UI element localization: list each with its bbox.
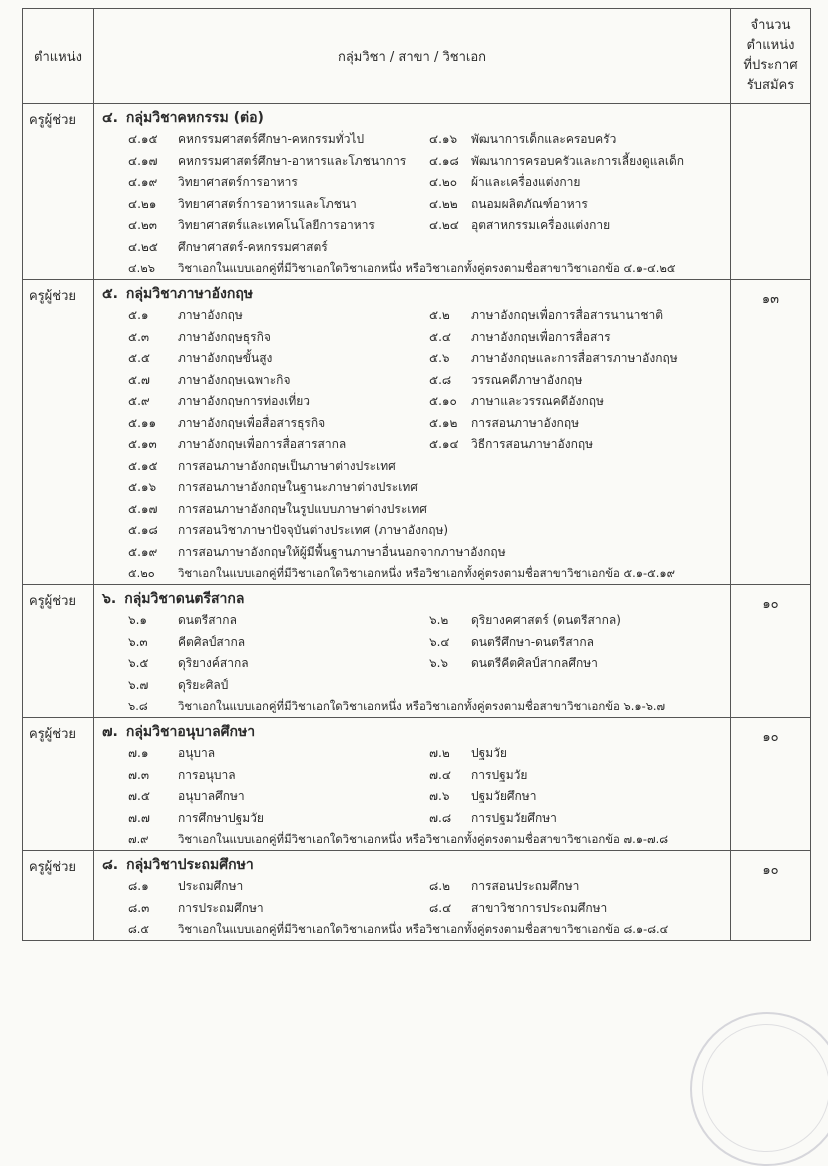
- subject-row: [94, 129, 730, 151]
- subject-number: ๕.๘: [429, 372, 452, 387]
- subject-item: [128, 499, 427, 521]
- subject-name: ปฐมวัย: [471, 746, 507, 760]
- subject-name: การสอนภาษาอังกฤษในฐานะภาษาต่างประเทศ: [178, 480, 418, 494]
- note-text: วิชาเอกในแบบเอกคู่ที่มีวิชาเอกใดวิชาเอกหนึ่ง หรือวิชาเอกทั้งคู่ตรงตามชื่อสาขาวิชาเอกข้อ ๖.๑-๖.๗: [178, 699, 666, 713]
- group-number: ๕.: [102, 286, 118, 302]
- position-cell: ครูผู้ช่วย: [23, 280, 94, 585]
- subject-number: ๗.๗: [128, 810, 150, 825]
- subject-number: ๖.๖: [429, 656, 449, 670]
- subject-number: ๔.๑๗: [128, 153, 158, 168]
- subject-item: [429, 215, 610, 237]
- group-number: ๗.: [102, 724, 118, 740]
- subject-number: ๔.๑๙: [128, 175, 158, 189]
- subject-item: [429, 808, 557, 830]
- subject-item: [429, 610, 621, 632]
- subject-name: ประถมศึกษา: [178, 879, 244, 893]
- subject-item: [429, 327, 611, 349]
- subject-item: [429, 151, 684, 173]
- subject-number: ๔.๒๕: [128, 239, 158, 254]
- count-cell: ๑๓: [731, 280, 811, 585]
- subject-name: คหกรรมศาสตร์ศึกษา-อาหารและโภชนาการ: [178, 153, 407, 168]
- subject-row: [94, 456, 730, 478]
- subject-number: ๕.๑๓: [128, 437, 157, 451]
- subject-number: ๘.๔: [429, 900, 452, 915]
- subject-item: [429, 434, 593, 456]
- subject-number: ๕.๕: [128, 351, 150, 365]
- subject-item: [429, 391, 604, 413]
- subject-name: ดุริยะศิลป์: [178, 677, 229, 692]
- subject-row: [94, 632, 730, 654]
- subject-name: ภาษาอังกฤษเพื่อการสื่อสารนานาชาติ: [471, 308, 664, 322]
- note-text: วิชาเอกในแบบเอกคู่ที่มีวิชาเอกใดวิชาเอกหนึ่ง หรือวิชาเอกทั้งคู่ตรงตามชื่อสาขาวิชาเอกข้อ ๘.๑-๘.๔: [178, 922, 669, 936]
- subject-row: [94, 348, 730, 370]
- subject-name: ดนตรีสากล: [178, 613, 237, 627]
- subject-name: วรรณคดีภาษาอังกฤษ: [471, 372, 583, 387]
- subject-name: ภาษาอังกฤษเพื่อการสื่อสาร: [471, 329, 611, 344]
- header-count: [731, 9, 811, 104]
- subject-name: คหกรรมศาสตร์ศึกษา-คหกรรมทั่วไป: [178, 132, 365, 146]
- subject-item: [128, 327, 271, 349]
- subject-item: [128, 786, 245, 808]
- subject-item: [128, 391, 310, 413]
- subject-item: [128, 129, 364, 151]
- subject-row: [94, 786, 730, 808]
- subject-number: ๔.๒๒: [429, 196, 458, 211]
- subject-item: [128, 413, 325, 435]
- position-cell: ครูผู้ช่วย: [23, 585, 94, 718]
- subject-item: [128, 237, 328, 259]
- subject-item: [429, 370, 582, 392]
- positions-table: [22, 8, 811, 941]
- subject-number: ๗.๔: [429, 767, 451, 782]
- note-text: วิชาเอกในแบบเอกคู่ที่มีวิชาเอกใดวิชาเอกหนึ่ง หรือวิชาเอกทั้งคู่ตรงตามชื่อสาขาวิชาเอกข้อ ๗.๑-๗.๘: [178, 832, 669, 846]
- subject-item: [128, 520, 448, 542]
- subject-row: [94, 542, 730, 564]
- subject-number: ๖.๔: [429, 634, 450, 649]
- subject-row: [94, 434, 730, 456]
- group-number: ๔.: [102, 110, 118, 126]
- subject-name: สาขาวิชาการประถมศึกษา: [471, 900, 608, 915]
- subject-item: [429, 743, 507, 765]
- subject-row: [94, 765, 730, 787]
- subject-name: ศึกษาศาสตร์-คหกรรมศาสตร์: [178, 239, 328, 254]
- subject-name: พัฒนาการเด็กและครอบครัว: [471, 132, 617, 146]
- subject-number: ๖.๒: [429, 613, 449, 627]
- count-cell: ๑๐: [731, 585, 811, 718]
- subject-row: [94, 808, 730, 830]
- subject-name: ผ้าและเครื่องแต่งกาย: [471, 175, 581, 189]
- group-number: ๖.: [102, 591, 117, 607]
- subject-number: ๕.๔: [429, 329, 451, 344]
- subject-number: ๖.๓: [128, 634, 148, 649]
- subject-name: การสอนภาษาอังกฤษ: [471, 415, 579, 430]
- subject-number: ๘.๓: [128, 900, 150, 915]
- subject-item: [128, 305, 243, 327]
- header-count-line: รับสมัคร: [746, 78, 795, 93]
- note-text: วิชาเอกในแบบเอกคู่ที่มีวิชาเอกใดวิชาเอกหนึ่ง หรือวิชาเอกทั้งคู่ตรงตามชื่อสาขาวิชาเอกข้อ ๔.๑-๔.๒๕: [178, 261, 676, 275]
- subject-item: [128, 898, 264, 920]
- count-cell: ๑๐: [731, 851, 811, 941]
- subject-row: [94, 172, 730, 194]
- subject-name: วิทยาศาสตร์และเทคโนโลยีการอาหาร: [178, 218, 375, 232]
- subject-name: การศึกษาปฐมวัย: [178, 810, 264, 825]
- subject-number: ๕.๑๐: [429, 394, 457, 408]
- subject-number: ๕.๒๐: [128, 566, 155, 580]
- subject-number: ๕.๖: [429, 351, 450, 365]
- subject-item: [429, 305, 663, 327]
- subject-item: [429, 653, 598, 675]
- subject-number: ๕.๙: [128, 394, 150, 408]
- subject-item: [128, 370, 290, 392]
- subject-item: [128, 194, 357, 216]
- subject-row: [94, 610, 730, 632]
- subject-name: คีตศิลป์สากล: [178, 634, 246, 649]
- subject-number: ๗.๓: [128, 767, 150, 782]
- subject-item: [128, 542, 506, 564]
- subject-item: [128, 808, 264, 830]
- subject-name: ถนอมผลิตภัณฑ์อาหาร: [471, 196, 588, 211]
- subject-item: [128, 348, 272, 370]
- group-heading: [94, 718, 730, 743]
- subject-row: [94, 305, 730, 327]
- subject-item: [128, 653, 249, 675]
- header-count-line: ตำแหน่ง: [746, 38, 795, 53]
- position-cell: ครูผู้ช่วย: [23, 851, 94, 941]
- subject-name: การสอนภาษาอังกฤษให้ผู้มีพื้นฐานภาษาอื่นนอกจากภาษาอังกฤษ: [178, 544, 506, 559]
- subject-name: อนุบาล: [178, 746, 216, 760]
- subject-name: วิทยาศาสตร์การอาหาร: [178, 175, 298, 189]
- subject-number: ๕.๑๒: [429, 415, 458, 430]
- subject-item: [128, 151, 406, 173]
- header-position: ตำแหน่ง: [23, 9, 94, 104]
- subject-row: [94, 520, 730, 542]
- subject-number: ๕.๓: [128, 329, 150, 344]
- subject-name: ดนตรีคีตศิลป์สากลศึกษา: [471, 656, 598, 670]
- subject-row: [94, 370, 730, 392]
- subject-item: [128, 876, 243, 898]
- subject-name: ภาษาอังกฤษ: [178, 308, 243, 322]
- subject-number: ๗.๒: [429, 746, 450, 760]
- subject-name: ภาษาอังกฤษเพื่อสื่อสารธุรกิจ: [178, 415, 326, 430]
- double-major-note: [94, 829, 730, 850]
- section-row: [23, 851, 811, 941]
- subject-name: ดนตรีศึกษา-ดนตรีสากล: [471, 634, 595, 649]
- subject-number: ๘.๑: [128, 879, 149, 893]
- subject-cell: [94, 718, 731, 851]
- subject-item: [128, 456, 396, 478]
- subject-row: [94, 743, 730, 765]
- subject-number: ๖.๘: [128, 699, 148, 713]
- subject-number: ๖.๕: [128, 656, 149, 670]
- subject-number: ๕.๗: [128, 372, 150, 387]
- subject-item: [429, 632, 594, 654]
- subject-number: ๗.๘: [429, 810, 452, 825]
- subject-row: [94, 413, 730, 435]
- subject-number: ๔.๒๔: [429, 218, 459, 232]
- group-number: ๘.: [102, 857, 119, 873]
- subject-row: [94, 653, 730, 675]
- subject-name: ภาษาอังกฤษขั้นสูง: [178, 351, 273, 365]
- section-row: [23, 280, 811, 585]
- subject-row: [94, 876, 730, 898]
- subject-number: ๕.๑๙: [128, 544, 158, 559]
- subject-item: [429, 898, 607, 920]
- subject-name: ปฐมวัยศึกษา: [471, 789, 537, 803]
- subject-item: [128, 215, 375, 237]
- subject-item: [429, 765, 527, 787]
- table-header-row: [23, 9, 811, 104]
- subject-name: ดุริยางคศาสตร์ (ดนตรีสากล): [471, 613, 621, 627]
- group-title: กลุ่มวิชาภาษาอังกฤษ: [125, 286, 254, 302]
- group-title: กลุ่มวิชาดนตรีสากล: [124, 591, 245, 607]
- subject-row: [94, 151, 730, 173]
- subject-number: ๔.๑๘: [429, 153, 459, 168]
- subject-number: ๕.๒: [429, 308, 450, 322]
- subject-row: [94, 327, 730, 349]
- subject-name: ภาษาและวรรณคดีอังกฤษ: [471, 394, 604, 408]
- subject-number: ๖.๑: [128, 613, 148, 627]
- subject-name: อุตสาหกรรมเครื่องแต่งกาย: [471, 218, 611, 232]
- section-row: [23, 718, 811, 851]
- subject-item: [128, 434, 346, 456]
- subject-number: ๗.๙: [128, 832, 149, 846]
- double-major-note: [94, 919, 730, 940]
- subject-number: ๕.๑๑: [128, 415, 157, 430]
- subject-item: [128, 477, 418, 499]
- subject-item: [128, 172, 298, 194]
- subject-number: ๔.๑๖: [429, 132, 458, 146]
- section-row: [23, 104, 811, 280]
- subject-name: วิทยาศาสตร์การอาหารและโภชนา: [178, 196, 357, 211]
- subject-number: ๔.๒๑: [128, 196, 157, 211]
- subject-item: [128, 610, 237, 632]
- subject-cell: [94, 585, 731, 718]
- group-heading: [94, 280, 730, 305]
- subject-number: ๖.๗: [128, 677, 149, 692]
- subject-name: ภาษาอังกฤษธุรกิจ: [178, 329, 271, 344]
- subject-cell: [94, 851, 731, 941]
- group-title: กลุ่มวิชาอนุบาลศึกษา: [125, 724, 256, 740]
- subject-number: ๘.๒: [429, 879, 450, 893]
- group-heading: [94, 851, 730, 876]
- subject-number: ๔.๒๖: [128, 261, 155, 275]
- subject-row: [94, 215, 730, 237]
- position-cell: ครูผู้ช่วย: [23, 718, 94, 851]
- subject-name: พัฒนาการครอบครัวและการเลี้ยงดูแลเด็ก: [471, 153, 685, 168]
- subject-cell: [94, 104, 731, 280]
- group-title: กลุ่มวิชาคหกรรม (ต่อ): [125, 110, 264, 126]
- subject-item: [429, 129, 616, 151]
- subject-item: [128, 675, 228, 697]
- subject-number: ๕.๑๔: [429, 437, 459, 451]
- official-seal-inner-ring: [702, 1024, 828, 1152]
- subject-row: [94, 194, 730, 216]
- subject-item: [429, 876, 579, 898]
- subject-name: การอนุบาล: [178, 767, 236, 782]
- subject-name: การประถมศึกษา: [178, 900, 264, 915]
- subject-row: [94, 477, 730, 499]
- header-count-line: ที่ประกาศ: [743, 58, 798, 73]
- subject-item: [429, 172, 580, 194]
- subject-row: [94, 675, 730, 697]
- subject-item: [429, 413, 579, 435]
- subject-item: [128, 743, 215, 765]
- subject-number: ๕.๑๖: [128, 480, 157, 494]
- section-row: [23, 585, 811, 718]
- subject-row: [94, 237, 730, 259]
- double-major-note: [94, 563, 730, 584]
- subject-cell: [94, 280, 731, 585]
- subject-number: ๗.๕: [128, 789, 150, 803]
- double-major-note: [94, 696, 730, 717]
- subject-number: ๕.๑๗: [128, 501, 158, 516]
- subject-row: [94, 499, 730, 521]
- subject-name: การสอนภาษาอังกฤษเป็นภาษาต่างประเทศ: [178, 458, 396, 473]
- position-cell: ครูผู้ช่วย: [23, 104, 94, 280]
- subject-name: วิธีการสอนภาษาอังกฤษ: [471, 437, 594, 451]
- subject-row: [94, 391, 730, 413]
- subject-name: ภาษาอังกฤษเพื่อการสื่อสารสากล: [178, 437, 347, 451]
- subject-name: อนุบาลศึกษา: [178, 789, 245, 803]
- subject-name: การปฐมวัย: [471, 767, 528, 782]
- subject-item: [429, 786, 536, 808]
- subject-number: ๔.๒๓: [128, 218, 158, 232]
- subject-name: ภาษาอังกฤษการท่องเที่ยว: [178, 394, 311, 408]
- subject-number: ๘.๕: [128, 922, 150, 936]
- group-heading: [94, 585, 730, 610]
- subject-name: การสอนประถมศึกษา: [471, 879, 580, 893]
- subject-item: [429, 348, 678, 370]
- header-subject: กลุ่มวิชา / สาขา / วิชาเอก: [94, 9, 731, 104]
- subject-name: การสอนภาษาอังกฤษในรูปแบบภาษาต่างประเทศ: [178, 501, 427, 516]
- subject-number: ๔.๒๐: [429, 175, 458, 189]
- group-heading: [94, 104, 730, 129]
- document-page: [22, 8, 810, 1084]
- subject-number: ๔.๑๕: [128, 132, 158, 146]
- double-major-note: [94, 258, 730, 279]
- subject-number: ๕.๑๘: [128, 523, 158, 537]
- subject-name: ดุริยางค์สากล: [178, 656, 249, 670]
- subject-row: [94, 898, 730, 920]
- note-text: วิชาเอกในแบบเอกคู่ที่มีวิชาเอกใดวิชาเอกหนึ่ง หรือวิชาเอกทั้งคู่ตรงตามชื่อสาขาวิชาเอกข้อ ๕.๑-๕.๑๙: [178, 566, 675, 580]
- subject-name: ภาษาอังกฤษและการสื่อสารภาษาอังกฤษ: [471, 351, 678, 365]
- count-cell: [731, 104, 811, 280]
- subject-item: [429, 194, 588, 216]
- subject-number: ๕.๑๕: [128, 458, 158, 473]
- count-cell: ๑๐: [731, 718, 811, 851]
- subject-item: [128, 632, 245, 654]
- subject-name: ภาษาอังกฤษเฉพาะกิจ: [178, 372, 291, 387]
- subject-number: ๗.๖: [429, 789, 450, 803]
- subject-item: [128, 765, 236, 787]
- header-count-line: จำนวน: [750, 18, 791, 33]
- subject-name: การสอนวิชาภาษาปัจจุบันต่างประเทศ (ภาษาอังกฤษ): [178, 523, 449, 537]
- subject-name: การปฐมวัยศึกษา: [471, 810, 557, 825]
- subject-number: ๕.๑: [128, 308, 149, 322]
- group-title: กลุ่มวิชาประถมศึกษา: [126, 857, 254, 873]
- subject-number: ๗.๑: [128, 746, 149, 760]
